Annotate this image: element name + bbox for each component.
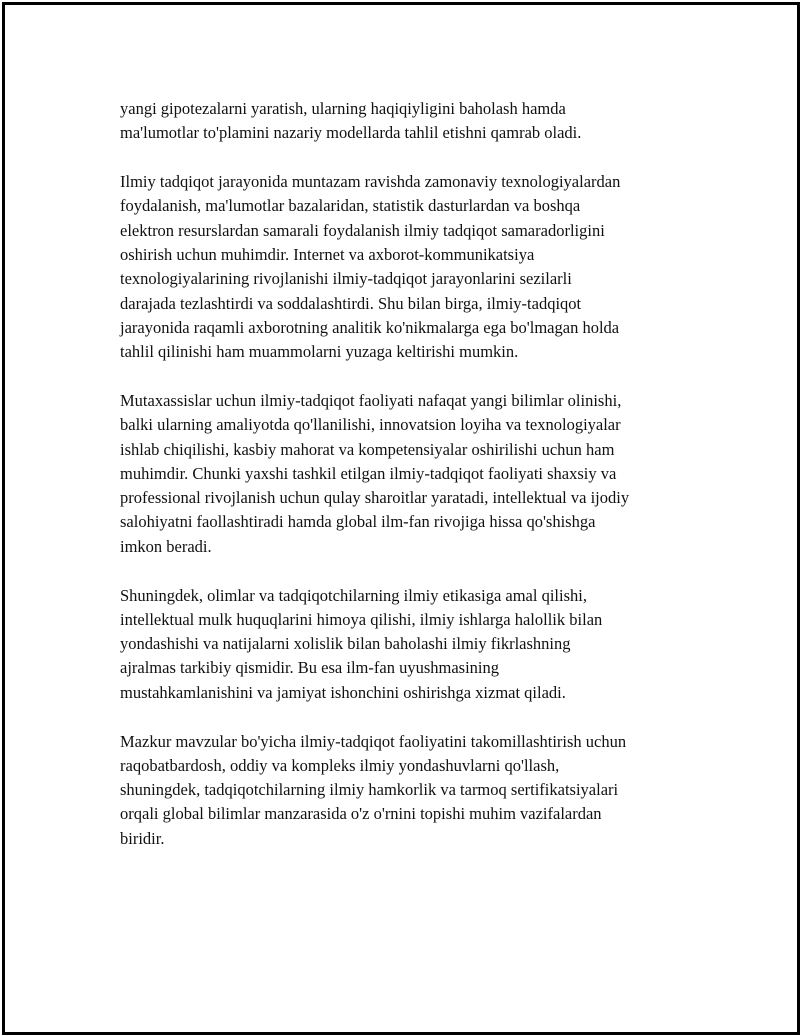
- text-line: ishlab chiqilishi, kasbiy mahorat va kompetensiyalar oshirilishi uchun ham: [120, 439, 615, 459]
- paragraph: [120, 389, 710, 559]
- text-line: imkon beradi.: [120, 536, 212, 556]
- text-line: Mutaxassislar uchun ilmiy-tadqiqot faoliyati nafaqat yangi bilimlar olinishi,: [120, 390, 622, 410]
- text-line: Mazkur mavzular bo'yicha ilmiy-tadqiqot faoliyatini takomillashtirish uchun: [120, 731, 627, 751]
- text-line: Ilmiy tadqiqot jarayonida muntazam ravishda zamonaviy texnologiyalardan: [120, 172, 621, 192]
- document-body: [120, 97, 710, 876]
- text-line: orqali global bilimlar manzarasida o'z o'rnini topishi muhim vazifalardan: [120, 804, 602, 824]
- text-line: oshirish uchun muhimdir. Internet va axborot-kommunikatsiya: [120, 244, 535, 264]
- text-line: intellektual mulk huquqlarini himoya qilishi, ilmiy ishlarga halollik bilan: [120, 609, 603, 629]
- paragraph: [120, 584, 710, 705]
- paragraph: [120, 730, 710, 851]
- text-line: foydalanish, ma'lumotlar bazalaridan, statistik dasturlardan va boshqa: [120, 196, 581, 216]
- text-line: yangi gipotezalarni yaratish, ularning haqiqiyligini baholash hamda: [120, 99, 566, 118]
- paragraph: [120, 97, 710, 146]
- text-line: texnologiyalarining rivojlanishi ilmiy-tadqiqot jarayonlarini sezilarli: [120, 269, 572, 289]
- text-line: jarayonida raqamli axborotning analitik ko'nikmalarga ega bo'lmagan holda: [120, 317, 620, 337]
- text-line: professional rivojlanish uchun qulay sharoitlar yaratadi, intellektual va ijodiy: [120, 488, 630, 508]
- text-line: mustahkamlanishini va jamiyat ishonchini oshirishga xizmat qiladi.: [120, 682, 566, 702]
- text-line: darajada tezlashtirdi va soddalashtirdi. Shu bilan birga, ilmiy-tadqiqot: [120, 293, 582, 313]
- text-line: elektron resurslardan samarali foydalanish ilmiy tadqiqot samaradorligini: [120, 220, 605, 240]
- text-line: yondashishi va natijalarni xolislik bilan baholashi ilmiy fikrlashning: [120, 634, 571, 654]
- text-line: salohiyatni faollashtiradi hamda global ilm-fan rivojiga hissa qo'shishga: [120, 512, 596, 532]
- paragraph: [120, 170, 710, 364]
- text-line: muhimdir. Chunki yaxshi tashkil etilgan ilmiy-tadqiqot faoliyati shaxsiy va: [120, 463, 617, 483]
- page-frame: [2, 2, 800, 1035]
- text-line: ajralmas tarkibiy qismidir. Bu esa ilm-fan uyushmasining: [120, 658, 499, 678]
- text-line: balki ularning amaliyotda qo'llanilishi, innovatsion loyiha va texnologiyalar: [120, 415, 621, 435]
- text-line: shuningdek, tadqiqotchilarning ilmiy hamkorlik va tarmoq sertifikatsiyalari: [120, 780, 619, 800]
- text-line: biridir.: [120, 828, 165, 848]
- text-line: raqobatbardosh, oddiy va kompleks ilmiy yondashuvlarni qo'llash,: [120, 755, 560, 775]
- text-line: Shuningdek, olimlar va tadqiqotchilarning ilmiy etikasiga amal qilishi,: [120, 585, 587, 605]
- text-line: tahlil qilinishi ham muammolarni yuzaga keltirishi mumkin.: [120, 342, 519, 362]
- text-line: ma'lumotlar to'plamini nazariy modellarda tahlil etishni qamrab oladi.: [120, 123, 582, 143]
